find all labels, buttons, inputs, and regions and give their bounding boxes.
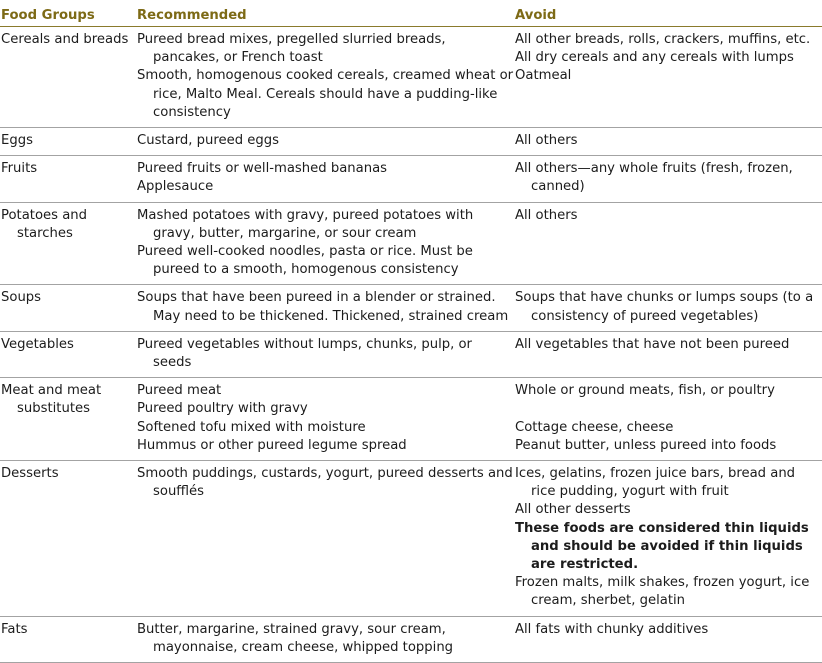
recommended-item: Hummus or other pureed legume spread [137, 437, 407, 453]
recommended-item: Mashed potatoes with gravy, pureed potatoes with gravy, butter, margarine, or sour cream [137, 207, 474, 241]
recommended-item: Applesauce [137, 179, 214, 195]
avoid-item: All fats with chunky additives [515, 621, 709, 637]
header-row [0, 0, 822, 27]
avoid-item: All other breads, rolls, crackers, muffins, etc. [515, 32, 811, 47]
avoid-item: All other desserts [515, 502, 631, 518]
header-recommended: Recommended [136, 0, 514, 27]
avoid-item: Frozen malts, milk shakes, frozen yogurt, ice cream, sherbet, gelatin [515, 575, 810, 609]
food-group-label: Cereals and breads [1, 32, 129, 47]
avoid-item: Peanut butter, unless pureed into foods [515, 437, 777, 453]
table-row [0, 156, 822, 202]
food-group-label: Eggs [1, 133, 33, 149]
avoid-spacer [515, 400, 820, 418]
table-row [0, 378, 822, 461]
recommended-item: Pureed fruits or well-mashed bananas [137, 161, 388, 177]
thin-liquids-warning: These foods are considered thin liquids and should be avoided if thin liquids are restricted. [515, 520, 809, 573]
table-row [0, 331, 822, 377]
avoid-item: Soups that have chunks or lumps soups (to a consistency of pureed vegetables) [515, 290, 814, 324]
table-row [0, 202, 822, 285]
avoid-item: All vegetables that have not been pureed [515, 336, 790, 352]
table-row [0, 128, 822, 156]
avoid-item: All dry cereals and any cereals with lumps [515, 50, 794, 66]
recommended-item: Pureed bread mixes, pregelled slurried breads, pancakes, or French toast [137, 32, 446, 66]
avoid-item: Ices, gelatins, frozen juice bars, bread and rice pudding, yogurt with fruit [515, 466, 796, 500]
header-avoid: Avoid [514, 0, 822, 27]
recommended-item: Pureed poultry with gravy [137, 401, 308, 417]
table-row [0, 27, 822, 128]
recommended-item: Smooth puddings, custards, yogurt, pureed desserts and soufflés [137, 466, 513, 500]
recommended-item: Softened tofu mixed with moisture [137, 419, 366, 435]
table-row [0, 616, 822, 662]
recommended-item: Pureed well-cooked noodles, pasta or rice. Must be pureed to a smooth, homogenous consistency [137, 244, 473, 278]
food-group-label: Desserts [1, 466, 59, 482]
food-group-label: Fats [1, 621, 28, 637]
recommended-item: Smooth, homogenous cooked cereals, creamed wheat or rice, Malto Meal. Cereals should have a pudding-like consistency [137, 68, 514, 120]
avoid-item: All others—any whole fruits (fresh, frozen, canned) [515, 161, 793, 195]
table-row [0, 285, 822, 331]
recommended-item: Soups that have been pureed in a blender or strained. May need to be thickened. Thickened, strained cream [137, 290, 509, 324]
avoid-item: All others [515, 207, 578, 223]
food-group-label: Potatoes and starches [1, 207, 88, 241]
recommended-item: Pureed vegetables without lumps, chunks, pulp, or seeds [137, 336, 472, 371]
recommended-item: Butter, margarine, strained gravy, sour cream, mayonnaise, cream cheese, whipped topping [137, 621, 454, 655]
food-group-label: Vegetables [1, 336, 74, 352]
food-group-label: Soups [1, 290, 42, 306]
food-group-label: Fruits [1, 161, 38, 177]
recommended-item: Pureed meat [137, 383, 222, 399]
avoid-item: Oatmeal [515, 68, 572, 84]
food-group-label: Meat and meat substitutes [1, 383, 102, 417]
table-row [0, 461, 822, 617]
header-food-groups: Food Groups [0, 0, 136, 27]
avoid-item: Cottage cheese, cheese [515, 419, 674, 435]
recommended-item: Custard, pureed eggs [137, 133, 280, 149]
avoid-item: All others [515, 133, 578, 149]
avoid-item: Whole or ground meats, fish, or poultry [515, 383, 775, 399]
